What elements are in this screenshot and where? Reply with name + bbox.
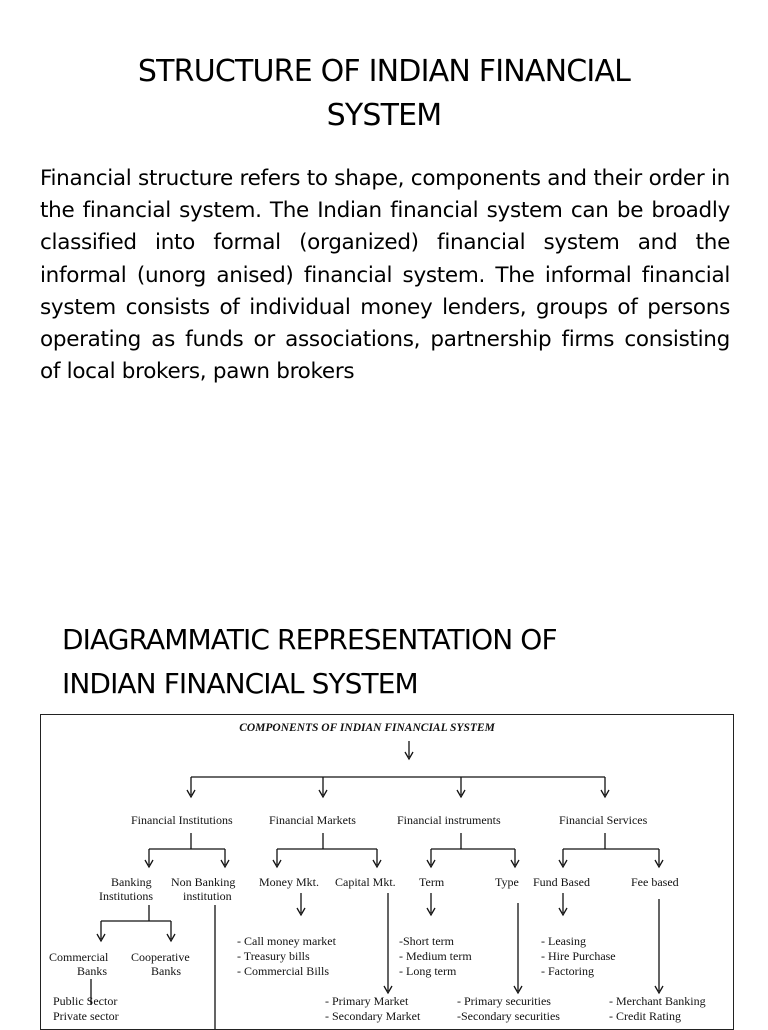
diagram-title-line-2: INDIAN FINANCIAL SYSTEM <box>62 667 418 700</box>
node-fee-based: Fee based <box>631 875 679 889</box>
diagram-title-line-1: DIAGRAMMATIC REPRESENTATION OF <box>62 623 557 656</box>
title-line-2: SYSTEM <box>326 98 442 133</box>
node-financial-institutions: Financial Institutions <box>131 813 233 827</box>
node-banking: Banking <box>111 875 152 889</box>
node-public-sector: Public Sector <box>53 994 118 1008</box>
type-item-2: -Secondary securities <box>457 1009 560 1023</box>
body-paragraph: Financial structure refers to shape, components and their order in the financial system. The Indian financial system can be broadly classified into formal (organized) financial system and the informal (unorg anised) financial system. The informal financial system consists of individual money lenders, groups of persons operating as funds or associations, partnership firms consisting of local brokers, pawn brokers <box>40 166 730 385</box>
node-private-sector: Private sector <box>53 1009 119 1023</box>
node-term: Term <box>419 875 445 889</box>
fee-based-item-2: - Credit Rating <box>609 1009 681 1023</box>
node-financial-markets: Financial Markets <box>269 813 356 827</box>
node-financial-services: Financial Services <box>559 813 648 827</box>
type-item-1: - Primary securities <box>457 994 551 1008</box>
money-market-item-3: - Commercial Bills <box>237 964 329 978</box>
money-market-item-1: - Call money market <box>237 934 336 948</box>
capital-market-item-1: - Primary Market <box>325 994 409 1008</box>
fund-based-item-2: - Hire Purchase <box>541 949 616 963</box>
node-commercial-banks: Commercial <box>49 950 109 964</box>
diagram-title <box>62 618 742 706</box>
fee-based-item-1: - Merchant Banking <box>609 994 706 1008</box>
node-fund-based: Fund Based <box>533 875 590 889</box>
node-capital-mkt: Capital Mkt. <box>335 875 396 889</box>
diagram-svg <box>41 715 734 1030</box>
node-banking-line-2: Institutions <box>99 889 154 903</box>
title-line-1: STRUCTURE OF INDIAN FINANCIAL <box>137 54 631 89</box>
diagram-heading: COMPONENTS OF INDIAN FINANCIAL SYSTEM <box>239 722 495 734</box>
fund-based-item-3: - Factoring <box>541 964 594 978</box>
node-cooperative-banks: Cooperative <box>131 950 190 964</box>
fund-based-item-1: - Leasing <box>541 934 586 948</box>
node-cooperative-banks-line-2: Banks <box>151 964 181 978</box>
node-money-mkt: Money Mkt. <box>259 875 319 889</box>
money-market-item-2: - Treasury bills <box>237 949 310 963</box>
node-type: Type <box>495 875 519 889</box>
slide-title <box>40 50 728 138</box>
node-commercial-banks-line-2: Banks <box>77 964 107 978</box>
capital-market-item-2: - Secondary Market <box>325 1009 421 1023</box>
node-financial-instruments: Financial instruments <box>397 813 501 827</box>
node-non-banking: Non Banking <box>171 875 236 889</box>
term-item-1: -Short term <box>399 934 454 948</box>
financial-system-diagram <box>40 714 734 1030</box>
term-item-3: - Long term <box>399 964 457 978</box>
term-item-2: - Medium term <box>399 949 472 963</box>
node-non-banking-line-2: institution <box>183 889 232 903</box>
